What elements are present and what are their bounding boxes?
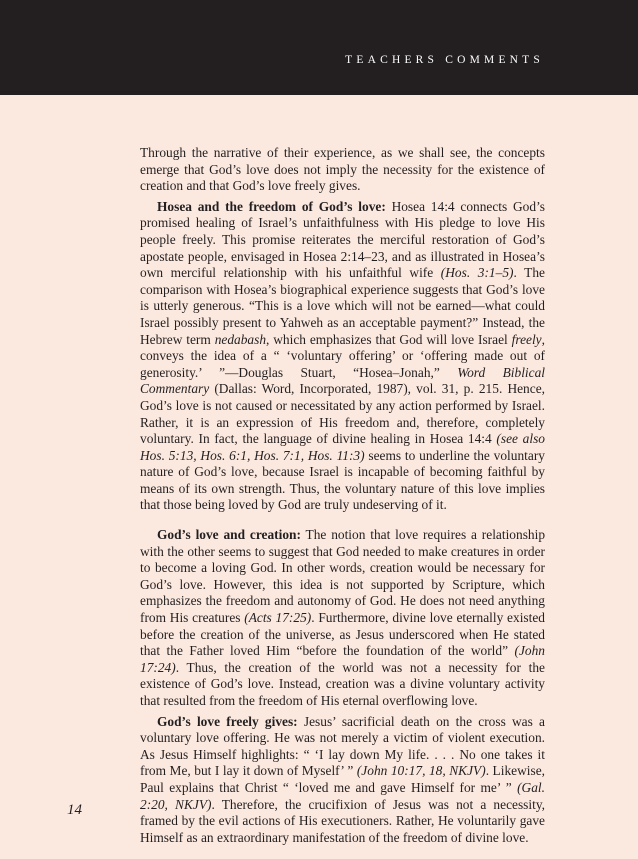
body-text: seems to underline the voluntary nature of God’s love, because Israel is incapable of becoming faithful by means of its own strength. Thus, the voluntary nature of this love implies that those being loved by God are truly undeserving of it. <box>140 447 545 513</box>
italic-text: (John 17:24) <box>140 643 545 675</box>
header-bar <box>0 0 638 95</box>
paragraph-creation <box>140 527 545 710</box>
body-text: Jesus’ sacrificial death on the cross was a voluntary love offering. He was not merely a victim of violent execution. As Jesus Himself highlights: “ ‘I lay down My life. . . . No one takes it from Me, but I lay it down of Myself’ ” <box>140 713 545 779</box>
body-text: Through the narrative of their experience, as we shall see, the concepts emerge that God’s love does not imply the necessity for the existence of creation and that God’s love freely gives. <box>140 145 545 194</box>
paragraph-heading: Hosea and the freedom of God’s love: <box>157 198 386 214</box>
section-title: TEACHERS COMMENTS <box>345 54 544 66</box>
body-text: , which emphasizes that God will love Israel <box>266 331 512 347</box>
body-text: . Thus, the creation of the world was not a necessity for the existence of God’s love. Instead, creation was a divine voluntary activity that resulted from the freedom of His eternal overflowing love. <box>140 659 545 708</box>
body-text: The notion that love requires a relationship with the other seems to suggest that God needed to make creatures in order to become a loving God. In other words, creation would be necessary for God’s love. However, this idea is not supported by Scripture, which emphasizes the freedom and autonomy of God. He does not need anything from His creatures <box>140 527 546 626</box>
article-body <box>140 145 545 846</box>
paragraph-heading: God’s love and creation: <box>157 527 301 543</box>
body-text: . The comparison with Hosea’s biographical experience suggests that God’s love is utterly generous. “This is a love which will not be earned—what could Israel possibly present to Yahweh as an acceptable payment?” Instead, the Hebrew term <box>140 265 545 347</box>
paragraph-hosea <box>140 199 545 514</box>
paragraph-freely-gives <box>140 714 545 847</box>
body-text: (Dallas: Word, Incorporated, 1987), vol. 31, p. 215. Hence, God’s love is not caused or necessitated by any action performed by Israel. Rather, it is an expression of His freedom and, therefore, completely voluntary. In fact, the language of divine healing in Hosea 14:4 <box>140 381 545 447</box>
body-text: , conveys the idea of a “ ‘voluntary offering’ or ‘offering made out of generosity.’ ”—Douglas Stuart, “Hosea–Jonah,” <box>140 331 545 380</box>
body-text: Hosea 14:4 connects God’s promised healing of Israel’s unfaithfulness with His pledge to love His people freely. This promise reiterates the merciful restoration of God’s apostate people, envisaged in Hosea 2:14–23, and as illustrated in Hosea’s own merciful relationship with his unfaithful wife <box>140 198 546 281</box>
italic-text: Word Biblical Commentary <box>140 364 545 397</box>
body-text: . Furthermore, divine love eternally existed before the creation of the universe, as Jesus underscored when He stated that the Father loved Him “before the foundation of the world” <box>140 610 545 659</box>
italic-text: (Hos. 3:1–5) <box>440 265 514 281</box>
italic-text: (John 10:17, 18, NKJV) <box>356 763 486 779</box>
italic-text: (Gal. 2:20, NKJV) <box>140 779 545 812</box>
italic-text: (Acts 17:25) <box>244 610 312 626</box>
italic-text: nedabash <box>214 331 267 347</box>
paragraph-intro <box>140 145 545 195</box>
italic-text: freely <box>511 331 542 347</box>
paragraph-heading: God’s love freely gives: <box>157 713 298 729</box>
body-text: . Therefore, the crucifixion of Jesus was not a necessity, framed by the evil actions of His executioners. Rather, He voluntarily gave Himself as an extraordinary manifestation of the freedom of divine love. <box>140 796 545 845</box>
page-number: 14 <box>67 802 82 818</box>
body-text: . Likewise, Paul explains that Christ “ ‘loved me and gave Himself for me’ ” <box>140 763 545 795</box>
italic-text: (see also Hos. 5:13, Hos. 6:1, Hos. 7:1, Hos. 11:3) <box>140 431 545 463</box>
